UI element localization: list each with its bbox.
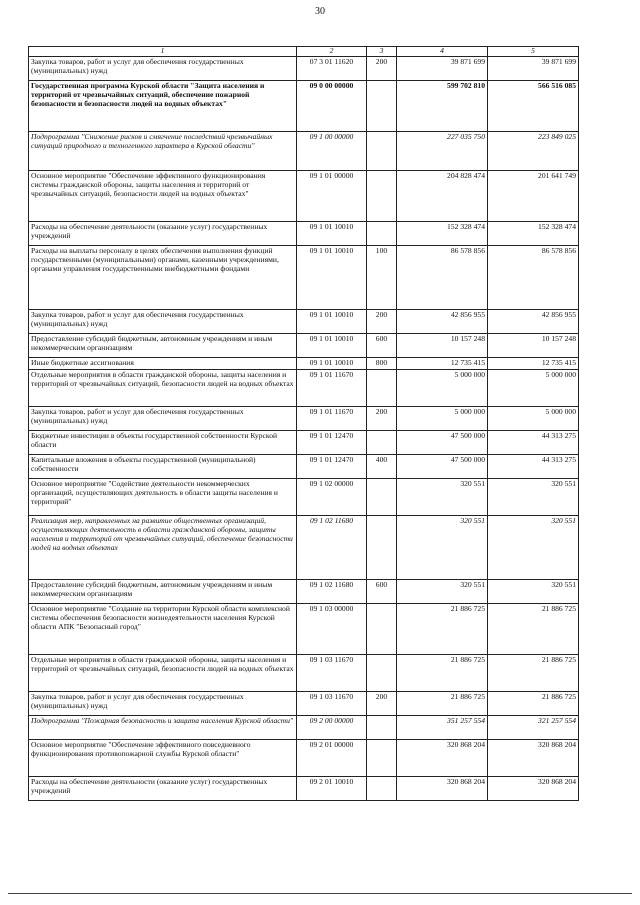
row-expense-type: 800 (367, 357, 397, 369)
row-code: 09 1 00 00000 (297, 131, 367, 170)
row-amount-col4: 47 500 000 (397, 430, 488, 454)
row-amount-col5: 44 313 275 (488, 454, 579, 478)
row-code: 09 2 00 00000 (297, 715, 367, 739)
header-col-3: 3 (367, 47, 397, 57)
row-name: Основное мероприятие "Создание на территории Курской области комплексной системы обеспечения безопасности жизнедеятельности населения Курской области АПК "Безопасный город" (29, 603, 297, 654)
table-row (29, 131, 579, 170)
row-expense-type: 600 (367, 579, 397, 603)
row-name: Предоставление субсидий бюджетным, автономным учреждениям и иным некоммерческим организациям (29, 333, 297, 357)
row-code: 09 1 01 10010 (297, 357, 367, 369)
row-expense-type: 600 (367, 333, 397, 357)
row-code: 09 1 02 11680 (297, 579, 367, 603)
row-code: 07 3 01 11620 (297, 56, 367, 80)
row-name: Закупка товаров, работ и услуг для обеспечения государственных (муниципальных) нужд (29, 406, 297, 430)
row-amount-col4: 351 257 554 (397, 715, 488, 739)
table-body (29, 56, 579, 800)
table-row (29, 357, 579, 369)
row-name: Подпрограмма "Снижение рисков и смягчение последствий чрезвычайных ситуаций природного и техногенного характера в Курской области" (29, 131, 297, 170)
table-row (29, 603, 579, 654)
row-amount-col5: 5 000 000 (488, 369, 579, 406)
row-name: Расходы на выплаты персоналу в целях обеспечения выполнения функций государственными (муниципальными) органами, казенными учреждениями, органами управления государственными внебюджетными фондами (29, 245, 297, 309)
row-code: 09 2 01 00000 (297, 739, 367, 776)
row-name: Иные бюджетные ассигнования (29, 357, 297, 369)
row-code: 09 0 00 00000 (297, 80, 367, 131)
table-row (29, 430, 579, 454)
row-code: 09 1 01 12470 (297, 430, 367, 454)
row-amount-col4: 320 868 204 (397, 739, 488, 776)
row-amount-col5: 44 313 275 (488, 430, 579, 454)
row-amount-col5: 320 551 (488, 579, 579, 603)
row-amount-col4: 12 735 415 (397, 357, 488, 369)
table-row (29, 406, 579, 430)
row-amount-col5: 12 735 415 (488, 357, 579, 369)
row-amount-col5: 320 551 (488, 515, 579, 579)
row-name: Предоставление субсидий бюджетным, автономным учреждениям и иным некоммерческим организациям (29, 579, 297, 603)
row-expense-type (367, 715, 397, 739)
row-name: Государственная программа Курской области "Защита населения и территорий от чрезвычайных ситуаций, обеспечение пожарной безопасности и безопасности людей на водных объектах" (29, 80, 297, 131)
row-amount-col5: 320 868 204 (488, 739, 579, 776)
row-name: Основное мероприятие "Обеспечение эффективного повседневного функционирования противопожарной службы Курской области" (29, 739, 297, 776)
row-expense-type (367, 739, 397, 776)
table-row (29, 170, 579, 221)
row-code: 09 1 02 00000 (297, 478, 367, 515)
header-col-5: 5 (488, 47, 579, 57)
row-amount-col4: 5 000 000 (397, 406, 488, 430)
row-name: Закупка товаров, работ и услуг для обеспечения государственных (муниципальных) нужд (29, 309, 297, 333)
row-expense-type: 100 (367, 245, 397, 309)
row-name: Бюджетные инвестиции в объекты государственной собственности Курской области (29, 430, 297, 454)
row-amount-col4: 227 035 750 (397, 131, 488, 170)
row-name: Расходы на обеспечение деятельности (оказание услуг) государственных учреждений (29, 221, 297, 245)
row-amount-col5: 39 871 699 (488, 56, 579, 80)
row-code: 09 1 03 00000 (297, 603, 367, 654)
row-amount-col4: 599 702 810 (397, 80, 488, 131)
table-row (29, 454, 579, 478)
row-amount-col4: 5 000 000 (397, 369, 488, 406)
row-amount-col5: 566 516 085 (488, 80, 579, 131)
row-amount-col5: 10 157 248 (488, 333, 579, 357)
table-row (29, 309, 579, 333)
row-expense-type: 200 (367, 691, 397, 715)
row-expense-type: 400 (367, 454, 397, 478)
row-code: 09 1 01 11670 (297, 369, 367, 406)
table-row (29, 80, 579, 131)
table-header-row (29, 47, 579, 57)
row-code: 09 1 01 11670 (297, 406, 367, 430)
row-amount-col4: 10 157 248 (397, 333, 488, 357)
row-amount-col5: 321 257 554 (488, 715, 579, 739)
row-amount-col5: 152 328 474 (488, 221, 579, 245)
row-code: 09 1 01 10010 (297, 333, 367, 357)
row-expense-type: 200 (367, 406, 397, 430)
row-code: 09 1 01 10010 (297, 221, 367, 245)
row-amount-col5: 21 886 725 (488, 603, 579, 654)
table-row (29, 221, 579, 245)
row-amount-col5: 320 868 204 (488, 776, 579, 800)
row-code: 09 1 01 12470 (297, 454, 367, 478)
row-amount-col4: 39 871 699 (397, 56, 488, 80)
row-expense-type (367, 170, 397, 221)
row-code: 09 1 01 10010 (297, 309, 367, 333)
row-amount-col4: 21 886 725 (397, 691, 488, 715)
row-name: Основное мероприятие "Содействие деятельности некоммерческих организаций, осуществляющих деятельность в области защиты населения и территорий" (29, 478, 297, 515)
table-row (29, 579, 579, 603)
table-row (29, 776, 579, 800)
budget-table (28, 46, 579, 801)
row-expense-type (367, 131, 397, 170)
header-col-1: 1 (29, 47, 297, 57)
row-expense-type (367, 478, 397, 515)
row-amount-col5: 320 551 (488, 478, 579, 515)
row-amount-col5: 201 641 749 (488, 170, 579, 221)
table-row (29, 478, 579, 515)
row-code: 09 2 01 10010 (297, 776, 367, 800)
row-code: 09 1 02 11680 (297, 515, 367, 579)
row-name: Закупка товаров, работ и услуг для обеспечения государственных (муниципальных) нужд (29, 56, 297, 80)
table-row (29, 691, 579, 715)
row-amount-col4: 320 551 (397, 515, 488, 579)
row-code: 09 1 03 11670 (297, 654, 367, 691)
row-code: 09 1 01 00000 (297, 170, 367, 221)
table-row (29, 739, 579, 776)
row-name: Закупка товаров, работ и услуг для обеспечения государственных (муниципальных) нужд (29, 691, 297, 715)
page-number: 30 (315, 6, 325, 17)
row-name: Отдельные мероприятия в области гражданской обороны, защиты населения и территорий от чрезвычайных ситуаций, безопасности людей на водных объектах (29, 654, 297, 691)
footer-divider (8, 893, 632, 894)
header-col-2: 2 (297, 47, 367, 57)
row-amount-col5: 21 886 725 (488, 654, 579, 691)
row-amount-col5: 21 886 725 (488, 691, 579, 715)
row-amount-col4: 86 578 856 (397, 245, 488, 309)
row-amount-col4: 204 828 474 (397, 170, 488, 221)
row-amount-col4: 152 328 474 (397, 221, 488, 245)
row-amount-col4: 47 500 000 (397, 454, 488, 478)
row-amount-col5: 86 578 856 (488, 245, 579, 309)
row-amount-col5: 223 849 025 (488, 131, 579, 170)
table-row (29, 715, 579, 739)
row-expense-type (367, 80, 397, 131)
row-expense-type (367, 776, 397, 800)
row-name: Основное мероприятие "Обеспечение эффективного функционирования системы гражданской обороны, защиты населения и территорий от чрезвычайных ситуаций, безопасности людей на водных объектах" (29, 170, 297, 221)
table-row (29, 369, 579, 406)
row-amount-col4: 320 551 (397, 478, 488, 515)
row-amount-col4: 320 551 (397, 579, 488, 603)
table-row (29, 333, 579, 357)
table-row (29, 245, 579, 309)
row-amount-col5: 5 000 000 (488, 406, 579, 430)
row-name: Подпрограмма "Пожарная безопасность и защита населения Курской области" (29, 715, 297, 739)
row-amount-col4: 42 856 955 (397, 309, 488, 333)
row-amount-col5: 42 856 955 (488, 309, 579, 333)
row-expense-type (367, 369, 397, 406)
row-code: 09 1 01 10010 (297, 245, 367, 309)
row-expense-type: 200 (367, 309, 397, 333)
row-expense-type (367, 430, 397, 454)
header-col-4: 4 (397, 47, 488, 57)
row-expense-type (367, 654, 397, 691)
table-row (29, 654, 579, 691)
row-expense-type (367, 515, 397, 579)
row-expense-type: 200 (367, 56, 397, 80)
row-amount-col4: 320 868 204 (397, 776, 488, 800)
table-row (29, 56, 579, 80)
row-name: Расходы на обеспечение деятельности (оказание услуг) государственных учреждений (29, 776, 297, 800)
row-expense-type (367, 221, 397, 245)
table-row (29, 515, 579, 579)
row-amount-col4: 21 886 725 (397, 603, 488, 654)
row-expense-type (367, 603, 397, 654)
row-name: Реализация мер, направленных на развитие общественных организаций, осуществляющих деятельность в области гражданской обороны, защиты населения и территорий от чрезвычайных ситуаций, обеспечение безопасности людей на водных объектах (29, 515, 297, 579)
row-amount-col4: 21 886 725 (397, 654, 488, 691)
row-name: Отдельные мероприятия в области гражданской обороны, защиты населения и территорий от чрезвычайных ситуаций, безопасности людей на водных объектах (29, 369, 297, 406)
row-name: Капитальные вложения в объекты государственной (муниципальной) собственности (29, 454, 297, 478)
row-code: 09 1 03 11670 (297, 691, 367, 715)
